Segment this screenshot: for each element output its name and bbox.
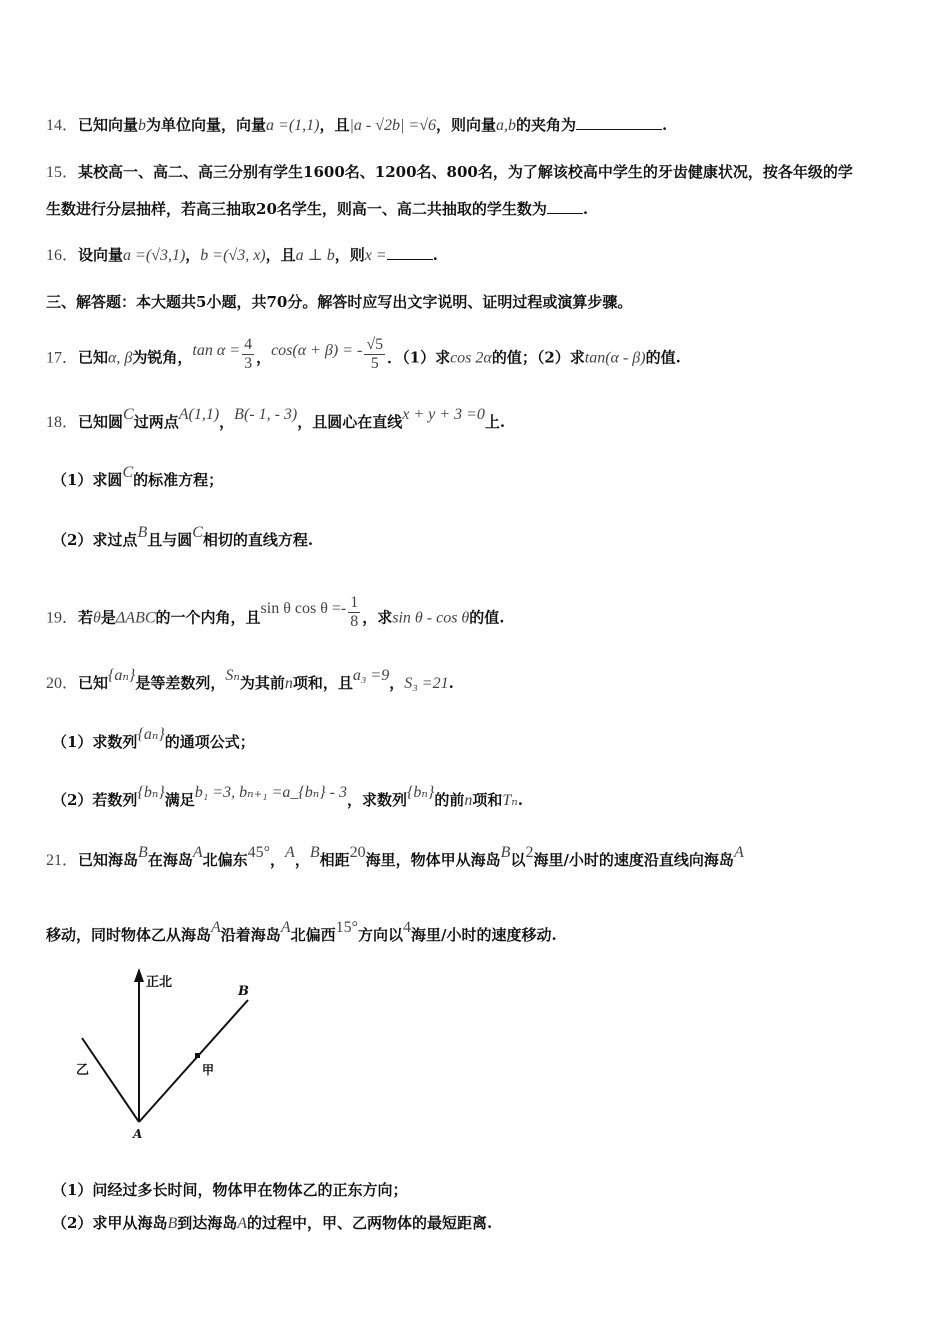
fraction-denominator: 8 (350, 613, 359, 630)
q16-vector-b: b =(√3, x) (200, 247, 266, 264)
q18-point-b: B(- 1, - 3) (234, 406, 298, 423)
q19-number: 19． (46, 609, 79, 627)
q18-p1-text: 的标准方程； (133, 471, 224, 489)
q21-island-b: B (309, 844, 320, 861)
q17-number: 17． (46, 349, 79, 367)
q21-text: 相距 (319, 851, 350, 869)
q21-island-a: A (280, 919, 291, 936)
q14-text: 为单位向量，向量 (146, 116, 267, 134)
q17-tan-diff: tan(α - β) (584, 349, 646, 367)
q21-text: 北偏东 (202, 851, 248, 869)
q21-text: ， (294, 851, 310, 869)
q19-text: 的一个内角，且 (155, 608, 261, 627)
q20-p1-text: 的通项公式； (164, 733, 255, 751)
q18-p2-text: （2）求过点 (52, 531, 138, 549)
q20-sequence-a: {aₙ} (108, 667, 136, 684)
fraction-denominator: 5 (370, 355, 379, 372)
q20-p2-text: 满足 (164, 791, 195, 809)
q19-expression: sin θ - cos θ (392, 609, 470, 627)
label-a: A (133, 1127, 143, 1141)
q19-text: 是 (100, 608, 116, 627)
q19-lhs: sin θ cos θ =- (260, 599, 347, 617)
north-arrow-head (134, 968, 144, 982)
q18-p2-text: 相切的直线方程. (202, 531, 314, 549)
q20-text: ， (389, 674, 405, 692)
question-20 (46, 667, 910, 694)
q15-text: 生数进行分层抽样，若高三抽取20名学生，则高一、高二共抽取的学生数为 (46, 200, 547, 218)
question-20-part-2 (52, 784, 910, 811)
q21-text: ， (270, 851, 286, 869)
q14-number: 14． (46, 117, 79, 134)
q21-speed-2: 2 (525, 844, 534, 861)
q20-p2-sequence-b: {bₙ} (407, 784, 435, 801)
q21-island-a: A (192, 844, 203, 861)
q20-sum-s: Sₙ (225, 667, 240, 684)
q18-p2-text: 且与圆 (147, 531, 193, 549)
q17-cos-lhs: cos(α + β) = - (271, 341, 363, 359)
q21-angle-15: 15° (335, 919, 359, 936)
q21-text: 沿着海岛 (220, 926, 281, 944)
q18-p2-point-b: B (137, 524, 148, 541)
question-20-part-1 (52, 726, 910, 753)
q14-text: 的夹角为 (516, 116, 577, 134)
q20-p2-text: 的前 (434, 791, 465, 809)
q20-text: 是等差数列， (135, 674, 226, 692)
q18-text: ， (219, 413, 235, 431)
q21-text: 以 (510, 851, 526, 869)
q21-text: 海里/小时的速度移动. (411, 926, 557, 944)
q19-triangle: ΔABC (115, 609, 156, 627)
question-15-cont (46, 199, 910, 219)
q15-number: 15． (46, 164, 79, 181)
q18-text: 已知圆 (78, 413, 124, 431)
question-15 (46, 162, 910, 183)
q20-p1-sequence-a: {aₙ} (137, 726, 165, 743)
q20-a3: a₃ =9 (352, 667, 390, 684)
q20-p2-n: n (464, 792, 473, 809)
q18-p1-text: （1）求圆 (52, 471, 123, 489)
q21-angle-45: 45° (247, 844, 271, 861)
question-16 (46, 245, 910, 266)
question-17 (46, 336, 910, 380)
q16-perp: a ⊥ b (295, 247, 335, 264)
label-b: B (238, 984, 249, 999)
q18-circle-c: C (123, 406, 134, 423)
q21-text: 已知海岛 (78, 851, 139, 869)
q15-text: 某校高一、高二、高三分别有学生1600名、1200名、800名，为了解该校高中学生的牙齿健康状况，按各年级的学 (78, 163, 853, 181)
q20-p2-sum-t: Tₙ (502, 792, 518, 809)
q20-text: 已知 (78, 674, 109, 692)
q16-number: 16． (46, 247, 79, 264)
q20-n: n (284, 675, 293, 692)
q17-text: 的值；（2）求 (491, 348, 585, 367)
q21-island-a: A (285, 844, 295, 861)
q17-alpha-beta: α, β (108, 349, 133, 367)
label-yi: 乙 (76, 1063, 90, 1078)
q16-text: . (432, 246, 438, 264)
q17-text: 的值. (645, 348, 681, 367)
q21-text: 方向以 (358, 926, 404, 944)
q17-cos2a: cos 2α (450, 349, 492, 367)
q18-text: 过两点 (133, 413, 179, 431)
q16-x-eq: x = (364, 247, 387, 264)
q18-point-a: A(1,1) (178, 406, 220, 423)
question-18 (46, 406, 910, 433)
q20-p2-text: 项和 (472, 791, 503, 809)
q16-vector-a: a =(√3,1) (123, 247, 186, 264)
fraction-numerator: 1 (350, 594, 359, 611)
q21-p2-text: 的过程中，甲、乙两物体的最短距离. (247, 1214, 493, 1232)
question-18-part-1 (52, 464, 910, 491)
q20-p2-sequence-b: {bₙ} (137, 784, 165, 801)
q16-text: ，且 (265, 246, 296, 264)
q20-text: 为其前 (239, 674, 285, 692)
q17-text: 为锐角， (132, 348, 193, 367)
q21-text: 移动，同时物体乙从海岛 (46, 926, 212, 944)
q21-p2-island-b: B (167, 1215, 178, 1232)
question-21-part-1: （1）问经过多长时间，物体甲在物体乙的正东方向； (52, 1181, 408, 1199)
answer-blank (547, 199, 583, 214)
label-jia: 甲 (202, 1063, 215, 1077)
question-19 (46, 594, 910, 636)
q21-island-b: B (500, 844, 511, 861)
q14-vectors-ab: a,b (496, 117, 517, 134)
q20-p2-text: （2）若数列 (52, 791, 138, 809)
q16-text: ， (185, 246, 201, 264)
q21-p2-island-a: A (237, 1215, 248, 1232)
q16-text: ，则 (334, 246, 365, 264)
q14-abs-expr: |a - √2b| =√6 (349, 117, 436, 134)
q19-fraction (348, 594, 360, 631)
question-18-part-2 (52, 524, 910, 551)
q15-text: . (582, 200, 589, 218)
q21-speed-4: 4 (403, 919, 412, 936)
fraction-numerator: 4 (244, 336, 253, 353)
q21-p2-text: （2）求甲从海岛 (52, 1214, 168, 1232)
answer-blank (576, 115, 662, 130)
question-21-cont (46, 919, 910, 946)
q19-text: ，求 (362, 608, 393, 627)
section-3-heading: 三、解答题：本大题共5小题，共70分。解答时应写出文字说明、证明过程或演算步骤。 (46, 293, 633, 311)
q21-text: 在海岛 (147, 851, 193, 869)
question-14 (46, 115, 910, 136)
q17-tan-lhs: tan α = (192, 341, 241, 359)
q16-text: 设向量 (78, 246, 124, 264)
q21-text: 北偏西 (290, 926, 336, 944)
q21-number: 21． (46, 852, 79, 869)
q18-p2-circle-c: C (192, 524, 203, 541)
question-21-part-2 (52, 1213, 910, 1234)
path-to-b (139, 1000, 248, 1122)
answer-blank (387, 245, 433, 260)
q14-text: ，则向量 (436, 116, 497, 134)
q20-text: . (448, 674, 454, 692)
q21-island-a: A (211, 919, 221, 936)
q18-line-eq: x + y + 3 =0 (402, 406, 485, 423)
q18-p1-circle-c: C (122, 464, 134, 481)
q20-p2-condition: b₁ =3, bₙ₊₁ =a_{bₙ} - 3 (194, 784, 348, 801)
q17-text: ．（1）求 (387, 348, 451, 367)
q14-text: . (662, 116, 668, 134)
q20-p2-text: . (517, 791, 523, 809)
question-21 (46, 844, 910, 871)
q21-p2-text: 到达海岛 (177, 1214, 238, 1232)
q14-vector-b: b (138, 117, 147, 134)
fraction-denominator: 3 (244, 355, 253, 372)
q14-text: 已知向量 (78, 116, 139, 134)
q20-p1-text: （1）求数列 (52, 733, 138, 751)
q14-text: ，且 (319, 116, 350, 134)
q18-number: 18． (46, 414, 79, 431)
q19-text: 若 (78, 608, 94, 627)
q14-vector-a-eq: a =(1,1) (266, 117, 320, 134)
q17-tan-fraction (242, 336, 254, 373)
q18-text: ，且圆心在直线 (297, 413, 403, 431)
q21-island-a: A (733, 844, 744, 861)
q20-number: 20． (46, 675, 79, 692)
q20-s3: S₃ =21 (404, 675, 449, 692)
q21-island-b: B (138, 844, 148, 861)
q19-text: 的值. (469, 608, 505, 627)
q17-text: 已知 (78, 348, 109, 367)
q21-text: 海里，物体甲从海岛 (365, 851, 501, 869)
q21-distance-20: 20 (349, 844, 366, 861)
q21-text: 海里/小时的速度沿直线向海岛 (533, 851, 734, 869)
q17-text: ， (256, 348, 272, 367)
q19-theta: θ (93, 609, 101, 627)
marker-jia (195, 1053, 200, 1058)
fraction-numerator: √5 (366, 336, 384, 353)
q17-cos-fraction (364, 336, 385, 373)
label-north: 正北 (146, 975, 173, 990)
q20-text: 项和，且 (292, 674, 353, 692)
navigation-diagram (70, 962, 270, 1142)
path-yi (82, 1038, 139, 1122)
q20-p2-text: ，求数列 (347, 791, 408, 809)
q18-text: 上. (484, 413, 506, 431)
